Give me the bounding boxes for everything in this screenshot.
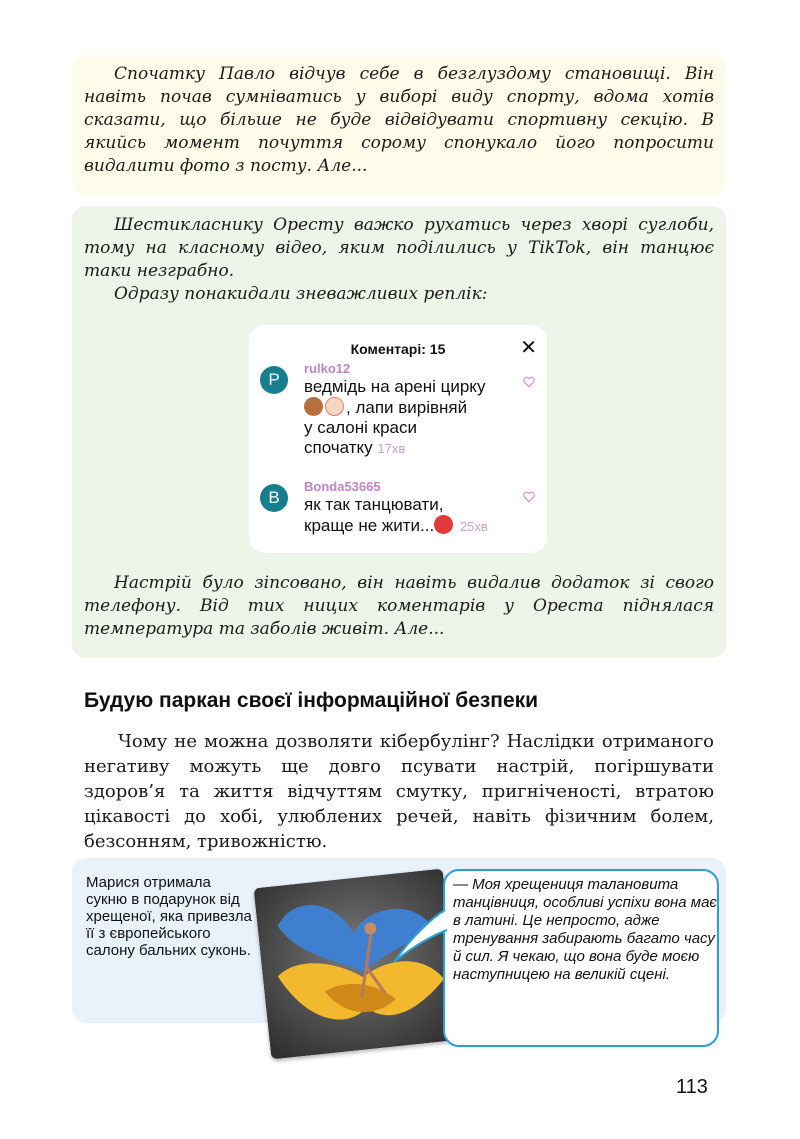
comment-line: , лапи вирівняй — [304, 397, 519, 418]
quote-text: — Моя хрещениця талановита танцівниця, особливі успіхи вона має в латині. Це непросто, адже тренування забирають багато часу й сил. Я чекаю, що вона буде моєю наступницею на великій сцені. — [453, 876, 717, 983]
comment-line: краще не жити... 25хв — [304, 516, 488, 535]
section-heading: Будую паркан своєї інформаційної безпеки — [84, 689, 539, 712]
page-number: 113 — [676, 1076, 708, 1098]
comments-card — [249, 325, 547, 553]
comment-line: спочатку 17хв — [304, 438, 406, 457]
story-2-text-block — [84, 214, 714, 306]
comment-time: 17хв — [377, 441, 406, 456]
angry-emoji-icon — [434, 515, 453, 534]
example-caption: Марися отримала сукню в подарунок від хрещеної, яка привезла її з європейського салону бальних суконь. — [86, 874, 252, 959]
heart-icon[interactable] — [522, 490, 536, 504]
comment-text — [304, 377, 519, 459]
story-2-text-block-end — [84, 572, 714, 641]
comment-line: як так танцювати, — [304, 495, 444, 514]
heart-icon[interactable] — [522, 375, 536, 389]
close-icon[interactable]: ✕ — [520, 337, 537, 359]
story-2-paragraph-1: Шестикласнику Оресту важко рухатись через хворі суглоби, тому на класному відео, яким поділились у TikTok, він танцює таки незграбно. — [84, 215, 714, 281]
story-2-paragraph-3: Настрій було зіпсовано, він навіть видалив додаток зі свого телефону. Від тих ницих коментарів у Ореста піднялася температура та заболів живіт. Але... — [84, 573, 714, 639]
avatar[interactable]: P — [260, 366, 288, 394]
story-1-paragraph: Спочатку Павло відчув себе в безглуздому становищі. Він навіть почав сумніватись у виборі виду спорту, вдома хотів сказати, що більше не буде відвідувати спортивну секцію. В якийсь момент почуття сорому спонукало його попросити видалити фото з посту. Але... — [84, 64, 714, 176]
comment-text — [304, 495, 519, 537]
comment-username[interactable]: Bonda53665 — [304, 479, 381, 494]
clown-emoji-icon — [325, 397, 344, 416]
comment-line: ведмідь на арені цирку — [304, 377, 486, 396]
section-body-text: Чому не можна дозволяти кібербулінг? Наслідки отриманого негативу можуть ще довго псувати настрій, погіршувати здоров’я та життя відчуттям смутку, пригніченості, втратою цікавості до хобі, улюблених речей, навіть фізичним болем, безсонням, тривожністю. — [84, 731, 714, 852]
comment-time: 25хв — [459, 519, 488, 534]
comment-line: у салоні краси — [304, 418, 417, 437]
bear-emoji-icon — [304, 397, 323, 416]
story-1-text-block — [84, 63, 714, 178]
comments-title: Коментарі: 15 — [350, 341, 446, 357]
comment-username[interactable]: rulko12 — [304, 361, 351, 376]
speech-tail-icon — [392, 906, 452, 966]
avatar[interactable]: B — [260, 484, 288, 512]
story-2-paragraph-2: Одразу понакидали зневажливих реплік: — [114, 284, 488, 304]
